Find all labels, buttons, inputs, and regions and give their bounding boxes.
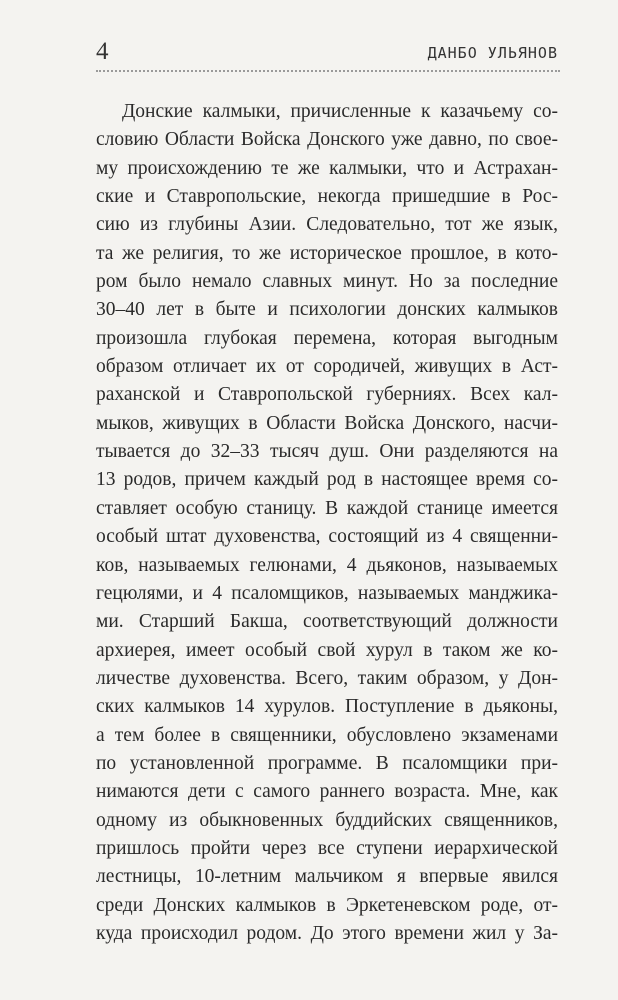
text-line: пришлось пройти через все ступени иерархической	[96, 837, 558, 859]
header-divider	[96, 70, 560, 72]
text-line: тывается до 32–33 тысяч душ. Они разделяются на	[96, 441, 558, 463]
text-line: Донские калмыки, причисленные к казачьему со-	[122, 101, 558, 122]
text-line: ставляет особую станицу. В каждой станице имеется	[96, 497, 558, 519]
text-line: ми. Старший Бакша, соответствующий должности	[96, 611, 558, 633]
text-line: гецюлями, и 4 псаломщиков, называемых манджика-	[96, 582, 558, 604]
text-line: мыков, живущих в Области Войска Донского, насчи-	[96, 412, 558, 434]
body-paragraph	[96, 98, 558, 948]
text-line: особый штат духовенства, состоящий из 4 священни-	[96, 526, 558, 548]
text-line: а тем более в священники, обусловлено экзаменами	[96, 724, 558, 746]
text-line: словию Области Войска Донского уже давно, по свое-	[96, 129, 558, 151]
text-line: му происхождению те же калмыки, что и Астрахан-	[96, 157, 558, 179]
text-line: сию из глубины Азии. Следовательно, тот же язык,	[96, 214, 558, 236]
text-line: раханской и Ставропольской губерниях. Всех кал-	[96, 384, 558, 406]
text-line: одному из обыкновенных буддийских священников,	[96, 809, 558, 831]
text-line: ром было немало славных минут. Но за последние	[96, 271, 558, 293]
text-line: 13 родов, причем каждый род в настоящее время со-	[96, 469, 558, 491]
text-line: образом отличает их от сородичей, живущих в Аст-	[96, 356, 558, 378]
text-line: лестницы, 10-летним мальчиком я впервые явился	[96, 866, 558, 888]
text-line: ков, называемых гелюнами, 4 дьяконов, называемых	[96, 554, 558, 576]
text-line: по установленной программе. В псаломщики при-	[96, 752, 558, 774]
text-line: ских калмыков 14 хурулов. Поступление в дьяконы,	[96, 696, 558, 718]
page-header	[96, 38, 558, 68]
page-number: 4	[96, 38, 109, 65]
text-line: нимаются дети с самого раннего возраста. Мне, как	[96, 781, 558, 803]
text-line: ские и Ставропольские, некогда пришедшие в Рос-	[96, 186, 558, 208]
text-line: произошла глубокая перемена, которая выгодным	[96, 327, 558, 349]
text-line: куда происходил родом. До этого времени жил у За-	[96, 922, 558, 944]
text-line: та же религия, то же историческое прошлое, в кото-	[96, 242, 558, 264]
text-line: личестве духовенства. Всего, таким образом, у Дон-	[96, 667, 558, 689]
text-line: среди Донских калмыков в Эркетеневском роде, от-	[96, 894, 558, 916]
text-line: архиерея, имеет особый свой хурул в таком же ко-	[96, 639, 558, 661]
running-head-author: ДАНБО УЛЬЯНОВ	[427, 44, 558, 62]
text-line: 30–40 лет в быте и психологии донских калмыков	[96, 299, 558, 321]
